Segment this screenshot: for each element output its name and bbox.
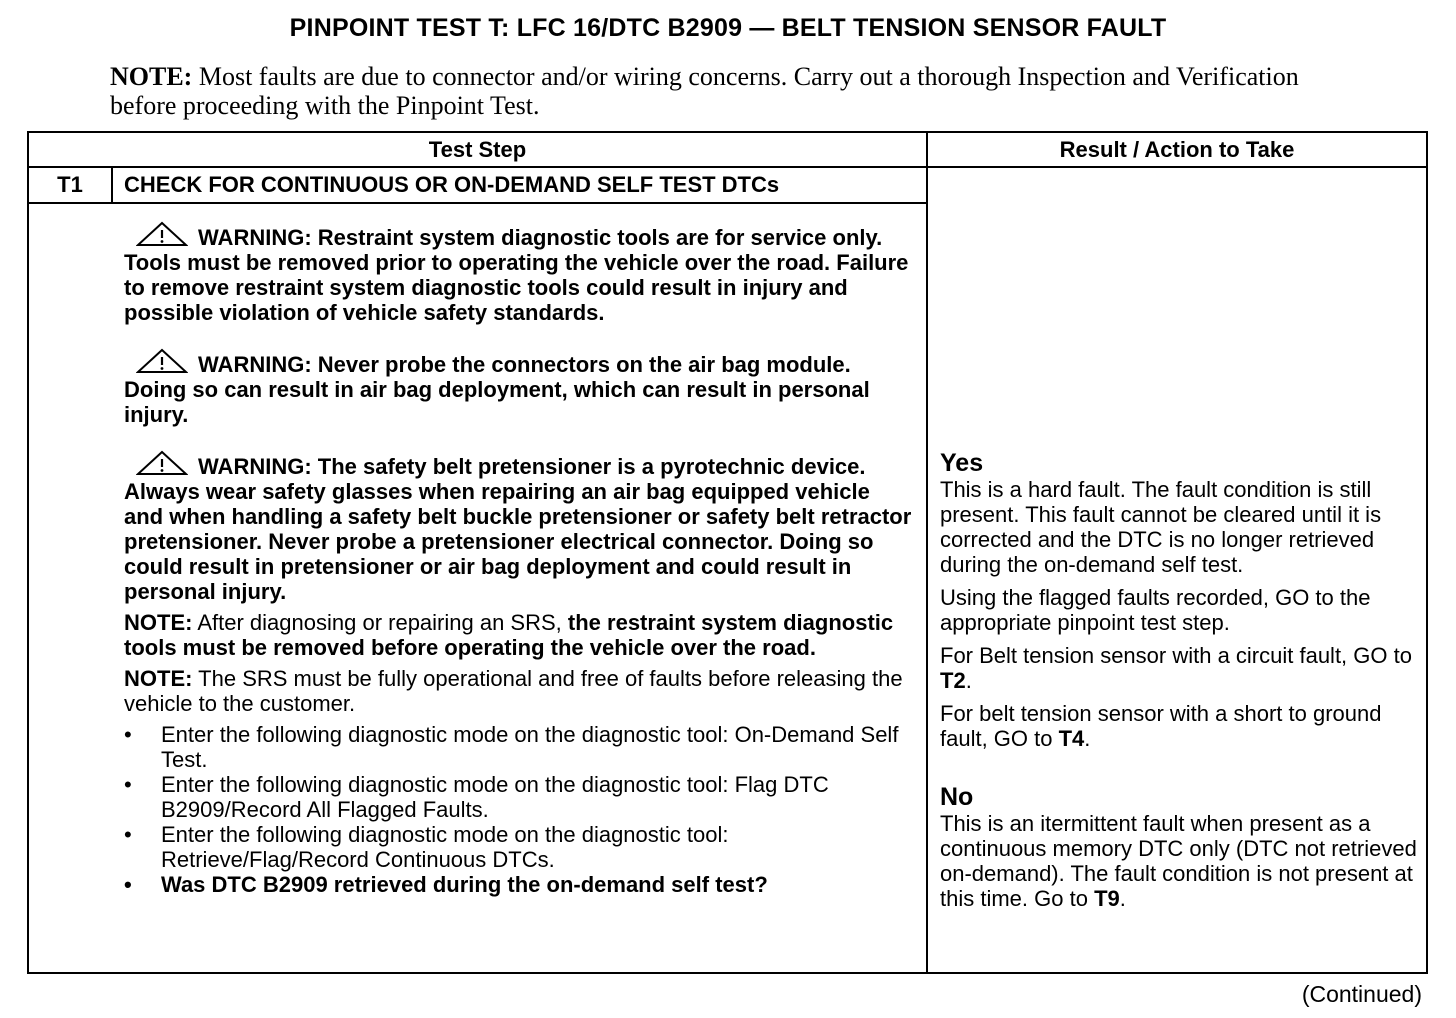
continued-label: (Continued)	[1301, 981, 1422, 1007]
list-item-question: • Was DTC B2909 retrieved during the on-demand self test?	[124, 872, 768, 897]
list-item-text: Enter the following diagnostic mode on the diagnostic tool: Retrieve/Flag/Record Continuous DTCs.	[161, 822, 729, 872]
warning-triangle-icon	[136, 348, 188, 374]
step-ref-t4: T4	[1058, 726, 1085, 751]
result-no-p1-text: This is an itermittent fault when present as a continuous memory DTC only (DTC not retrieved on-demand). The fault condition is not present at this time. Go to	[940, 811, 1417, 911]
note-text: After diagnosing or repairing an SRS,	[192, 610, 568, 635]
note-text: The SRS must be fully operational and free of faults before releasing the vehicle to the customer.	[124, 666, 903, 716]
result-yes-p4-text: For belt tension sensor with a short to ground fault, GO to	[940, 701, 1382, 751]
result-yes-p3: For Belt tension sensor with a circuit fault, GO to T2.	[940, 643, 1412, 693]
list-item: • Enter the following diagnostic mode on the diagnostic tool: Flag DTC B2909/Record All Flagged Faults.	[124, 772, 829, 822]
step-title-divider	[29, 202, 926, 204]
result-yes-p2: Using the flagged faults recorded, GO to the appropriate pinpoint test step.	[940, 585, 1371, 635]
warning-text: WARNING: The safety belt pretensioner is a pyrotechnic device. Always wear safety glasses when repairing an air bag equipped vehicle and when handling a safety belt buckle pretensioner or safety belt retractor pretensioner. Never probe a pretensioner electrical connector. Doing so could result in pretensioner or air bag deployment and could result in personal injury.	[124, 454, 912, 604]
warning-text: WARNING: Restraint system diagnostic tools are for service only. Tools must be removed prior to operating the vehicle over the road. Failure to remove restraint system diagnostic tools could result in injury and possible violation of vehicle safety standards.	[124, 225, 909, 325]
warning-block	[124, 348, 914, 427]
page-title: PINPOINT TEST T: LFC 16/DTC B2909 — BELT TENSION SENSOR FAULT	[289, 14, 1167, 42]
step-ref-t2: T2	[940, 668, 966, 693]
warning-text: WARNING: Never probe the connectors on the air bag module. Doing so can result in air bag deployment, which can result in personal injury.	[124, 352, 870, 427]
column-divider	[926, 133, 928, 972]
result-yes-p3-text: For Belt tension sensor with a circuit fault, GO to	[940, 643, 1412, 668]
header-result-action: Result / Action to Take	[1059, 137, 1295, 162]
warning-triangle-icon	[136, 450, 188, 476]
procedure-list	[124, 722, 914, 897]
step-id-divider	[111, 167, 113, 203]
note-bold-text: the restraint system diagnostic tools must be removed before operating the vehicle over the road.	[124, 610, 894, 660]
warning-block	[124, 450, 914, 604]
header-test-step: Test Step	[428, 137, 527, 162]
test-step-body	[124, 221, 914, 897]
result-action-body	[940, 449, 1426, 919]
note-label: NOTE:	[124, 610, 193, 635]
question-text: Was DTC B2909 retrieved during the on-demand self test?	[161, 872, 768, 897]
list-item-text: Enter the following diagnostic mode on the diagnostic tool: On-Demand Self Test.	[161, 722, 899, 772]
list-item: • Enter the following diagnostic mode on the diagnostic tool: On-Demand Self Test.	[124, 722, 899, 772]
step-ref-t9: T9	[1094, 886, 1120, 911]
note-restraint-tools	[124, 610, 914, 660]
result-no-p1: This is an itermittent fault when present as a continuous memory DTC only (DTC not retrieved on-demand). The fault condition is not present at this time. Go to T9.	[940, 811, 1417, 911]
intro-note-text: Most faults are due to connector and/or wiring concerns. Carry out a thorough Inspection and Verification before proceeding with the Pinpoint Test.	[110, 62, 1299, 120]
step-id: T1	[57, 172, 83, 197]
intro-note-label: NOTE:	[110, 62, 193, 91]
step-title: CHECK FOR CONTINUOUS OR ON-DEMAND SELF TEST DTCs	[124, 172, 780, 197]
note-label: NOTE:	[124, 666, 193, 691]
note-srs-operational	[124, 666, 914, 716]
intro-note	[110, 62, 1310, 120]
list-item: • Enter the following diagnostic mode on the diagnostic tool: Retrieve/Flag/Record Continuous DTCs.	[124, 822, 729, 872]
result-yes-heading: Yes	[940, 449, 984, 477]
warning-block	[124, 221, 914, 325]
result-yes-p4: For belt tension sensor with a short to ground fault, GO to T4.	[940, 701, 1382, 751]
result-yes-p1: This is a hard fault. The fault condition is still present. This fault cannot be cleared until it is corrected and the DTC is no longer retrieved during the on-demand self test.	[940, 477, 1382, 577]
warning-triangle-icon	[136, 221, 188, 247]
list-item-text: Enter the following diagnostic mode on the diagnostic tool: Flag DTC B2909/Record All Flagged Faults.	[161, 772, 829, 822]
result-no-heading: No	[940, 783, 974, 811]
pinpoint-test-table	[27, 131, 1428, 974]
